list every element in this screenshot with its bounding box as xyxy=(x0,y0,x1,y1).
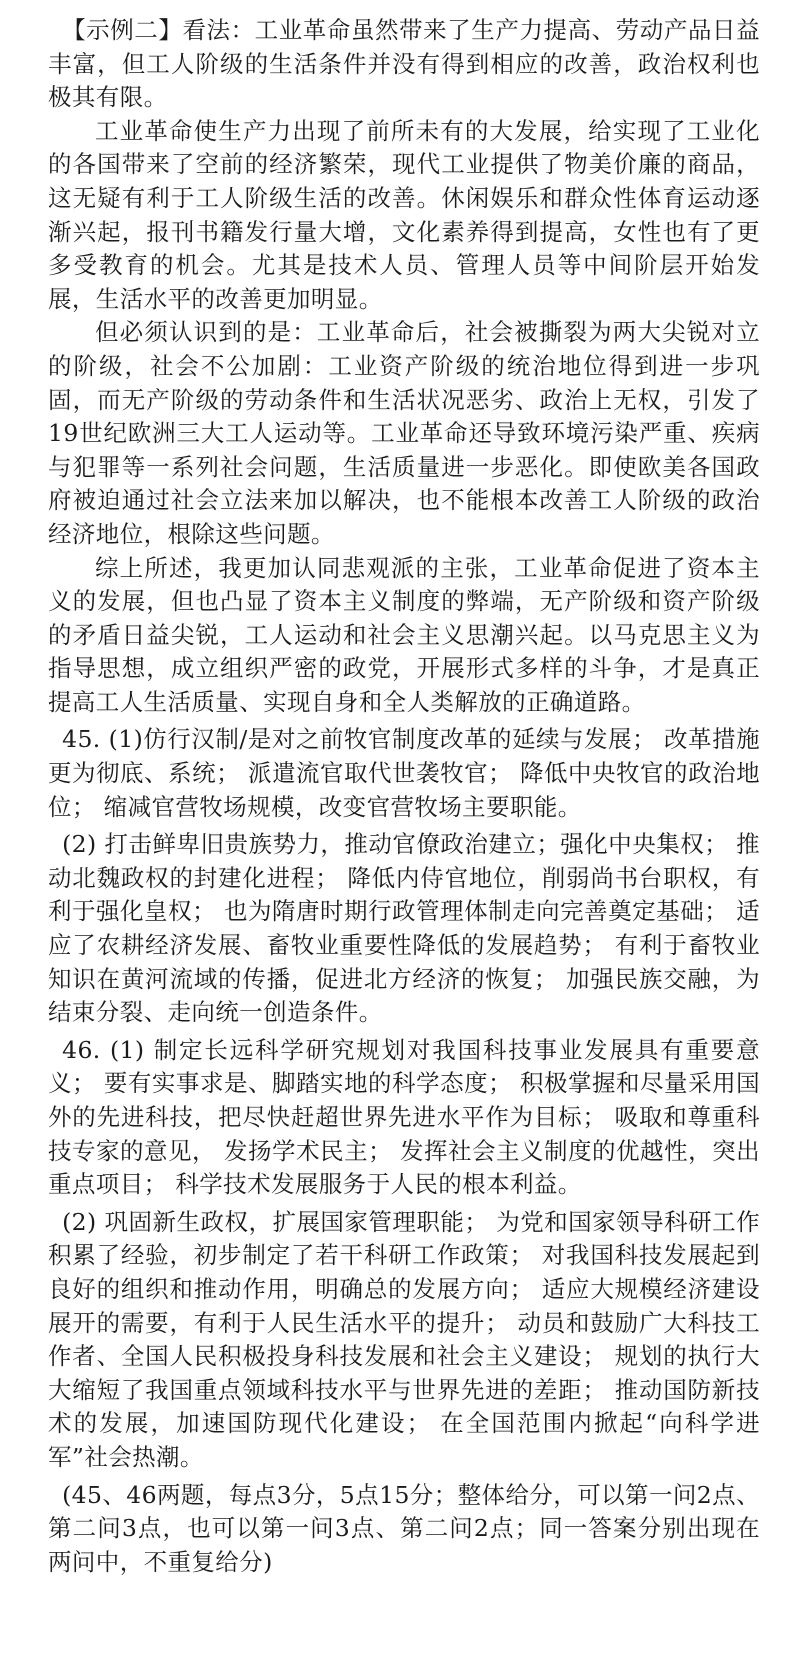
q45-part-1: 45. (1)仿行汉制/是对之前牧官制度改革的延续与发展； 改革措施更为彻底、系统； 派遣流官取代世袭牧官； 降低中央牧官的政治地位； 缩减官营牧场规模，改变官营牧场主要职能。 xyxy=(48,725,760,821)
example-two-intro: 【示例二】看法：工业革命虽然带来了生产力提高、劳动产品日益丰富，但工人阶级的生活条件并没有得到相应的改善，政治权利也极其有限。 xyxy=(48,16,760,112)
example-two-paragraph-3: 综上所述，我更加认同悲观派的主张，工业革命促进了资本主义的发展，但也凸显了资本主义制度的弊端，无产阶级和资产阶级的矛盾日益尖锐，工人运动和社会主义思潮兴起。以马克思主义为指导思想，成立组织严密的政党，开展形式多样的斗争，才是真正提高工人生活质量、实现自身和全人类解放的正确道路。 xyxy=(48,553,760,716)
q46-part-1: 46. (1) 制定长远科学研究规划对我国科技事业发展具有重要意义； 要有实事求是、脚踏实地的科学态度； 积极掌握和尽量采用国外的先进科技，把尽快赶超世界先进水平作为目标； 吸取和尊重科技专家的意见， 发扬学术民主； 发挥社会主义制度的优越性，突出重点项目； 科学技术发展服务于人民的根本利益。 xyxy=(48,1035,760,1199)
q46-part-2: (2) 巩固新生政权，扩展国家管理职能； 为党和国家领导科研工作积累了经验，初步制定了若干科研工作政策； 对我国科技发展起到良好的组织和推动作用，明确总的发展方向； 适应大规模经济建设展开的需要，有利于人民生活水平的提升； 动员和鼓励广大科技工作者、全国人民积极投身科技发展和社会主义建设； 规划的执行大大缩短了我国重点领域科技水平与世界先进的差距； 推动国防新技术的发展，加速国防现代化建设； 在全国范围内掀起“向科学进军”社会热潮。 xyxy=(48,1207,760,1471)
scoring-note: (45、46两题，每点3分，5点15分；整体给分，可以第一问2点、第二问3点，也可以第一问3点、第二问2点；同一答案分别出现在两问中，不重复给分) xyxy=(48,1480,760,1576)
example-two-paragraph-2: 但必须认识到的是：工业革命后，社会被撕裂为两大尖锐对立的阶级，社会不公加剧：工业资产阶级的统治地位得到进一步巩固，而无产阶级的劳动条件和生活状况恶劣、政治上无权，引发了19世纪欧洲三大工人运动等。工业革命还导致环境污染严重、疾病与犯罪等一系列社会问题，生活质量进一步恶化。即使欧美各国政府被迫通过社会立法来加以解决，也不能根本改善工人阶级的政治经济地位，根除这些问题。 xyxy=(48,318,760,548)
q45-part-2: (2) 打击鲜卑旧贵族势力，推动官僚政治建立；强化中央集权； 推动北魏政权的封建化进程； 降低内侍官地位，削弱尚书台职权，有利于强化皇权； 也为隋唐时期行政管理体制走向完善奠定基础； 适应了农耕经济发展、畜牧业重要性降低的发展趋势； 有利于畜牧业知识在黄河流域的传播，促进北方经济的恢复； 加强民族交融，为结束分裂、走向统一创造条件。 xyxy=(48,830,760,1027)
example-two-paragraph-1: 工业革命使生产力出现了前所未有的大发展，给实现了工业化的各国带来了空前的经济繁荣，现代工业提供了物美价廉的商品，这无疑有利于工人阶级生活的改善。休闲娱乐和群众性体育运动逐渐兴起，报刊书籍发行量大增，文化素养得到提高，女性也有了更多受教育的机会。尤其是技术人员、管理人员等中间阶层开始发展，生活水平的改善更加明显。 xyxy=(48,116,760,313)
